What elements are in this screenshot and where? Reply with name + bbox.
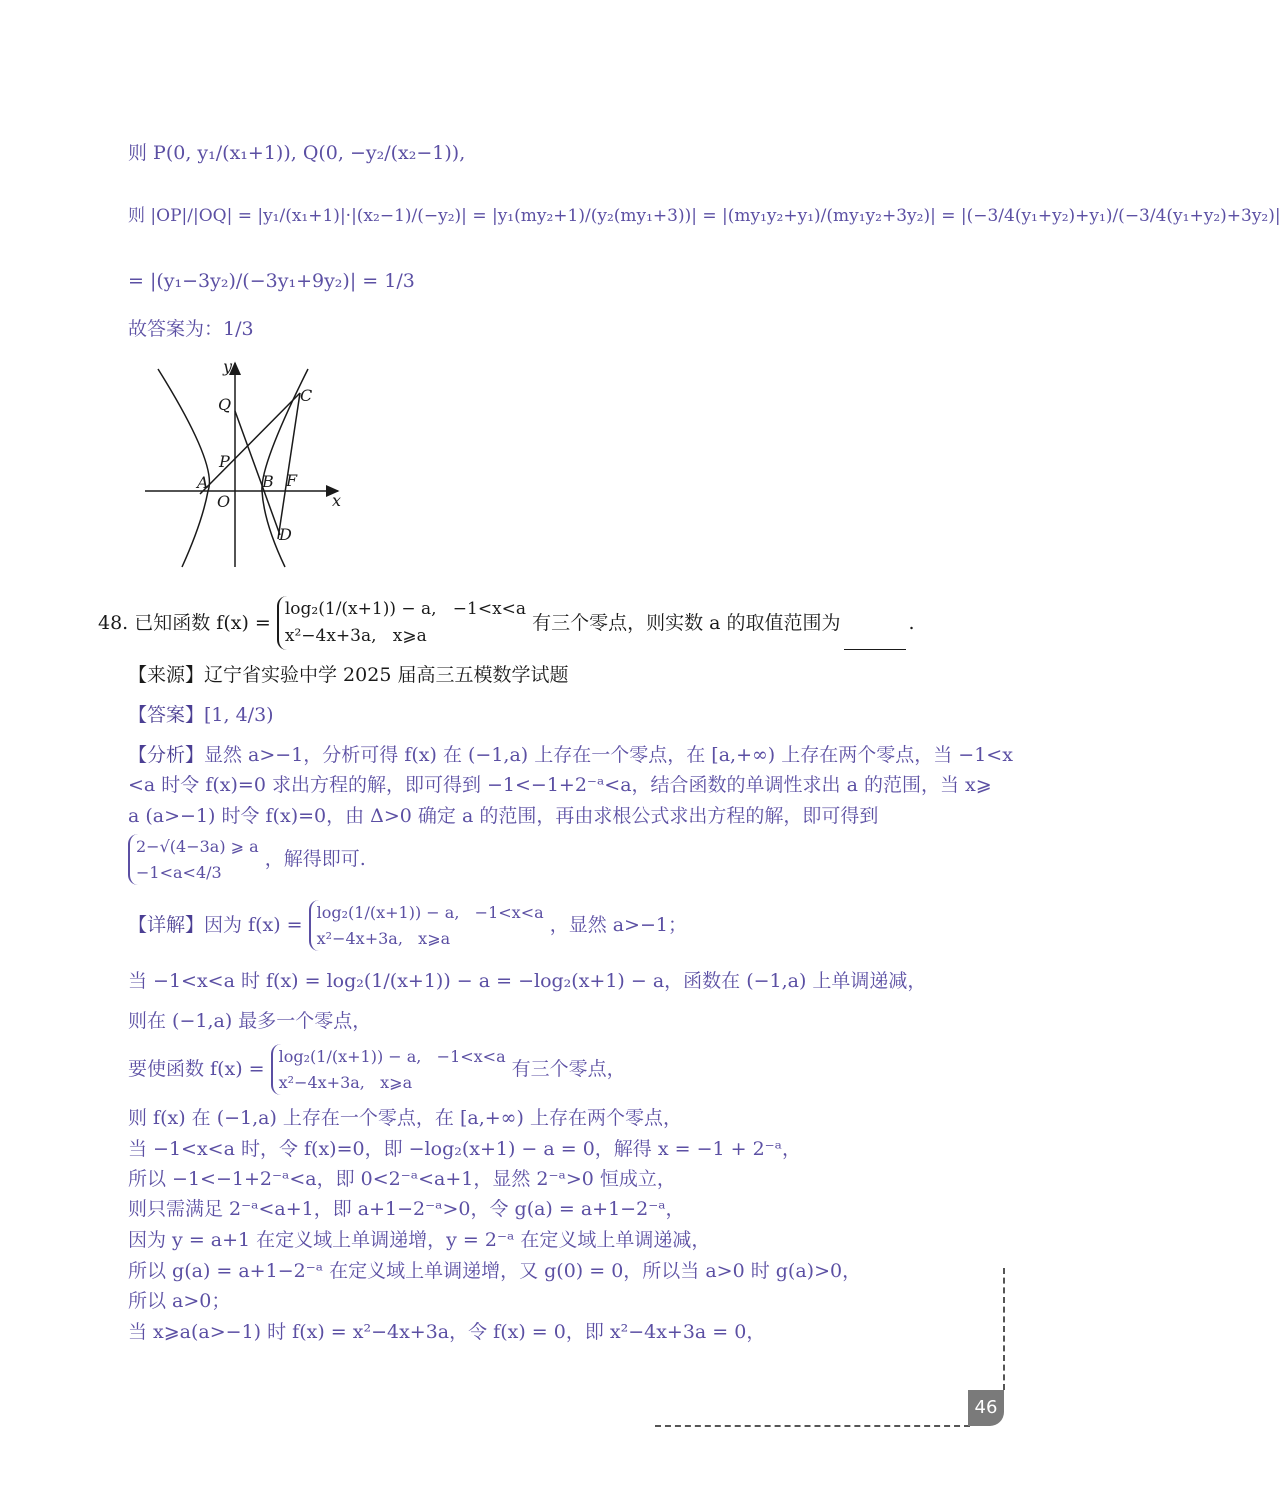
analysis-line-1 bbox=[128, 744, 1013, 767]
detail-line: 因为 y = a+1 在定义域上单调递增，y = 2⁻ᵃ 在定义域上单调递减， bbox=[128, 1229, 711, 1251]
origin-label: O bbox=[217, 492, 231, 511]
detail-case1-cond: −1<x<a bbox=[474, 903, 544, 922]
page-number: 46 bbox=[968, 1390, 1004, 1426]
require-case2-cond: x⩾a bbox=[380, 1072, 413, 1092]
hyperbola-left-branch bbox=[158, 369, 209, 567]
detail-line: 则 f(x) 在 (−1,a) 上存在一个零点，在 [a,+∞) 上存在两个零点， bbox=[128, 1107, 682, 1129]
detail-require-line bbox=[128, 1044, 626, 1095]
solution-result-line: = |(y₁−3y₂)/(−3y₁+9y₂)| = 1/3 bbox=[128, 270, 415, 292]
detail-intro-suffix: ，显然 a>−1； bbox=[549, 914, 687, 937]
y-axis-label: y bbox=[223, 357, 233, 376]
detail-line: 所以 a>0； bbox=[128, 1290, 231, 1312]
parabola-figure bbox=[140, 355, 360, 570]
require-case1-cond: −1<x<a bbox=[436, 1047, 506, 1066]
source-text: 辽宁省实验中学 2025 届高三五模数学试题 bbox=[204, 664, 569, 686]
point-p-label: P bbox=[219, 452, 230, 471]
detail-case1-expr: log₂(1/(x+1)) − a, bbox=[316, 903, 460, 922]
detail-intro bbox=[128, 900, 687, 951]
problem-48-suffix: 有三个零点，则实数 a 的取值范围为 bbox=[532, 611, 841, 634]
page-corner-dash-horizontal bbox=[655, 1425, 970, 1427]
detail-line: 所以 g(a) = a+1−2⁻ᵃ 在定义域上单调递增，又 g(0) = 0，所以当 a>0 时 g(a)>0， bbox=[128, 1260, 862, 1282]
problem-48-prefix: 48. 已知函数 f(x) = bbox=[98, 611, 277, 634]
detail-line: 则只需满足 2⁻ᵃ<a+1，即 a+1−2⁻ᵃ>0，令 g(a) = a+1−2⁻ᵃ， bbox=[128, 1198, 685, 1220]
point-b-label: B bbox=[262, 472, 274, 491]
detail-case2-expr: x²−4x+3a, bbox=[316, 928, 403, 948]
detail-intro-prefix: 因为 f(x) = bbox=[204, 914, 309, 937]
detail-require-prefix: 要使函数 f(x) = bbox=[128, 1058, 271, 1081]
solution-pq-line: 则 P(0, y₁/(x₁+1)), Q(0, −y₂/(x₂−1)), bbox=[128, 142, 466, 164]
line-cd bbox=[278, 393, 300, 539]
case2-expr: x²−4x+3a, bbox=[284, 626, 377, 647]
detail-require-piecewise bbox=[271, 1044, 506, 1095]
solution-ratio-line: 则 |OP|/|OQ| = |y₁/(x₁+1)|·|(x₂−1)/(−y₂)| = |y₁(my₂+1)/(y₂(my₁+3))| = |(my₁y₂+y₁)/(my₁y₂+3y₂)| = |(−3/4(y₁+y₂)+y₁)/(−3/4(y₁+y₂)+3y₂)| bbox=[128, 206, 1281, 226]
require-case1-expr: log₂(1/(x+1)) − a, bbox=[278, 1047, 422, 1066]
detail-line: 当 −1<x<a 时，令 f(x)=0，即 −log₂(x+1) − a = 0，解得 x = −1 + 2⁻ᵃ， bbox=[128, 1138, 802, 1160]
detail-piecewise bbox=[309, 900, 544, 951]
system-row-1: 2−√(4−3a) ⩾ a bbox=[136, 837, 259, 856]
analysis-label: 【分析】 bbox=[128, 744, 205, 766]
analysis-tail: ，解得即可. bbox=[264, 848, 366, 871]
source-line bbox=[128, 664, 568, 687]
x-axis-label: x bbox=[332, 491, 342, 510]
case2-cond: x⩾a bbox=[392, 626, 427, 647]
source-label: 【来源】 bbox=[128, 664, 205, 686]
point-q-label: Q bbox=[218, 395, 232, 414]
detail-case2-cond: x⩾a bbox=[418, 928, 451, 948]
detail-label: 【详解】 bbox=[128, 914, 205, 937]
detail-atmost-line: 则在 (−1,a) 最多一个零点， bbox=[128, 1010, 372, 1032]
answer-value: [1, 4/3) bbox=[204, 704, 274, 726]
piecewise-function bbox=[277, 596, 526, 650]
line-ac bbox=[200, 393, 300, 494]
detail-require-suffix: 有三个零点， bbox=[511, 1058, 626, 1081]
require-case2-expr: x²−4x+3a, bbox=[278, 1072, 365, 1092]
analysis-line-2: <a 时令 f(x)=0 求出方程的解，即可得到 −1<−1+2⁻ᵃ<a，结合函数的单调性求出 a 的范围，当 x⩾ bbox=[128, 774, 992, 796]
point-a-label: A bbox=[197, 473, 209, 492]
analysis-line-3: a (a>−1) 时令 f(x)=0，由 Δ>0 确定 a 的范围，再由求根公式求出方程的解，即可得到 bbox=[128, 805, 879, 827]
point-c-label: C bbox=[300, 386, 313, 405]
problem-48 bbox=[98, 596, 915, 650]
detail-line: 所以 −1<−1+2⁻ᵃ<a，即 0<2⁻ᵃ<a+1，显然 2⁻ᵃ>0 恒成立， bbox=[128, 1168, 676, 1190]
answer-blank bbox=[844, 629, 906, 650]
answer-label: 【答案】 bbox=[128, 704, 205, 726]
page-corner-dash-vertical bbox=[1003, 1268, 1005, 1390]
detail-line: 当 x⩾a(a>−1) 时 f(x) = x²−4x+3a，令 f(x) = 0，即 x²−4x+3a = 0， bbox=[128, 1321, 766, 1343]
system-row-2: −1<a<4/3 bbox=[136, 862, 222, 882]
analysis-system bbox=[128, 834, 366, 885]
case1-expr: log₂(1/(x+1)) − a, bbox=[284, 599, 437, 619]
point-d-label: D bbox=[279, 525, 292, 544]
solution-answer-line: 故答案为：1/3 bbox=[128, 318, 254, 340]
answer-line bbox=[128, 704, 274, 727]
detail-when-line: 当 −1<x<a 时 f(x) = log₂(1/(x+1)) − a = −log₂(x+1) − a，函数在 (−1,a) 上单调递减， bbox=[128, 970, 927, 992]
analysis-system-brace bbox=[128, 834, 259, 885]
case1-cond: −1<x<a bbox=[452, 599, 527, 619]
analysis-text-1: 显然 a>−1，分析可得 f(x) 在 (−1,a) 上存在一个零点，在 [a,+∞) 上存在两个零点，当 −1<x bbox=[204, 744, 1013, 766]
point-f-label: F bbox=[286, 471, 298, 490]
problem-48-end: . bbox=[908, 611, 915, 634]
